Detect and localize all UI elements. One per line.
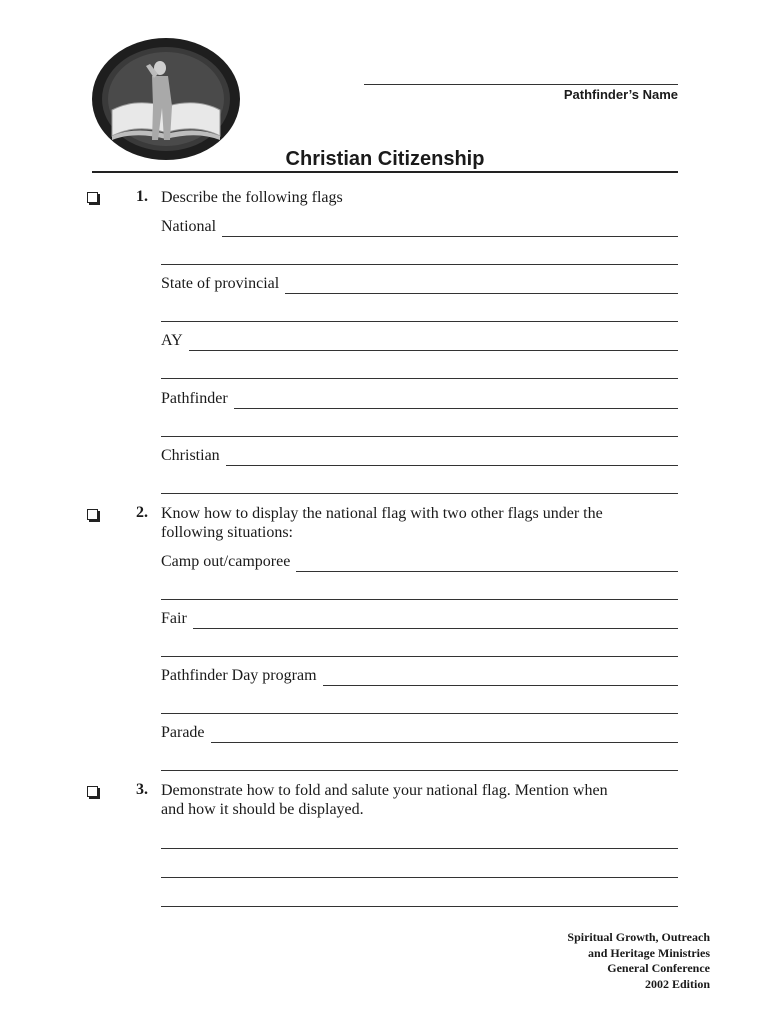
question-3-checkbox[interactable]	[87, 786, 98, 797]
answer-line[interactable]	[161, 599, 678, 600]
pathfinder-name-label: Pathfinder’s Name	[563, 87, 678, 102]
situation-fair-answer-line[interactable]	[193, 614, 678, 629]
flag-christian-label: Christian	[161, 447, 220, 464]
situation-fair-label: Fair	[161, 610, 187, 627]
honor-badge-emblem	[90, 36, 242, 162]
flag-state-answer-line[interactable]	[285, 279, 678, 294]
flag-national-label: National	[161, 218, 217, 235]
pathfinder-name-line[interactable]	[364, 84, 678, 85]
answer-line[interactable]	[161, 378, 678, 379]
flag-christian-answer-line[interactable]	[226, 451, 678, 466]
answer-line[interactable]	[161, 713, 678, 714]
flag-pathfinder-answer-line[interactable]	[234, 394, 678, 409]
flag-national-answer-line[interactable]	[222, 222, 678, 237]
footer-credits	[430, 930, 710, 992]
question-3-number: 3.	[136, 781, 148, 798]
answer-line[interactable]	[161, 770, 678, 771]
situation-pathfinder-day-label: Pathfinder Day program	[161, 667, 317, 684]
flag-ay-label: AY	[161, 332, 183, 349]
question-3-text-line2: and how it should be displayed.	[161, 801, 364, 818]
situation-pathfinder-day-answer-line[interactable]	[323, 671, 678, 686]
situation-fair-row	[161, 609, 678, 629]
question-2-checkbox[interactable]	[87, 509, 98, 520]
situation-camp-row	[161, 552, 678, 572]
answer-line[interactable]	[161, 493, 678, 494]
flag-ay-row	[161, 331, 678, 351]
answer-line[interactable]	[161, 877, 678, 878]
situation-camp-label: Camp out/camporee	[161, 553, 291, 570]
question-1-checkbox[interactable]	[87, 192, 98, 203]
question-1-text: Describe the following flags	[161, 189, 343, 206]
question-2-text-line1: Know how to display the national flag with two other flags under the	[161, 505, 603, 522]
flag-national-row	[161, 217, 678, 237]
question-2-number: 2.	[136, 504, 148, 521]
title-rule	[92, 171, 678, 173]
footer-line-4: 2002 Edition	[644, 976, 710, 991]
answer-line[interactable]	[161, 656, 678, 657]
flag-pathfinder-label: Pathfinder	[161, 390, 228, 407]
situation-parade-row	[161, 723, 678, 743]
footer-line-3: General Conference	[607, 961, 710, 975]
situation-pathfinder-day-row	[161, 666, 678, 686]
flag-ay-answer-line[interactable]	[189, 336, 678, 351]
question-1-number: 1.	[136, 188, 148, 205]
answer-line[interactable]	[161, 906, 678, 907]
answer-line[interactable]	[161, 264, 678, 265]
page-title: Christian Citizenship	[285, 148, 485, 170]
question-3-text-line1: Demonstrate how to fold and salute your national flag. Mention when	[161, 782, 608, 799]
answer-line[interactable]	[161, 321, 678, 322]
flag-state-label: State of provincial	[161, 275, 280, 292]
answer-line[interactable]	[161, 848, 678, 849]
flag-pathfinder-row	[161, 389, 678, 409]
question-2-text-line2: following situations:	[161, 524, 293, 541]
flag-state-row	[161, 274, 678, 294]
footer-line-2: and Heritage Ministries	[588, 945, 710, 960]
flag-christian-row	[161, 446, 678, 466]
situation-parade-label: Parade	[161, 724, 205, 741]
situation-camp-answer-line[interactable]	[296, 557, 678, 572]
situation-parade-answer-line[interactable]	[211, 728, 678, 743]
footer-line-1: Spiritual Growth, Outreach	[567, 930, 710, 944]
answer-line[interactable]	[161, 436, 678, 437]
